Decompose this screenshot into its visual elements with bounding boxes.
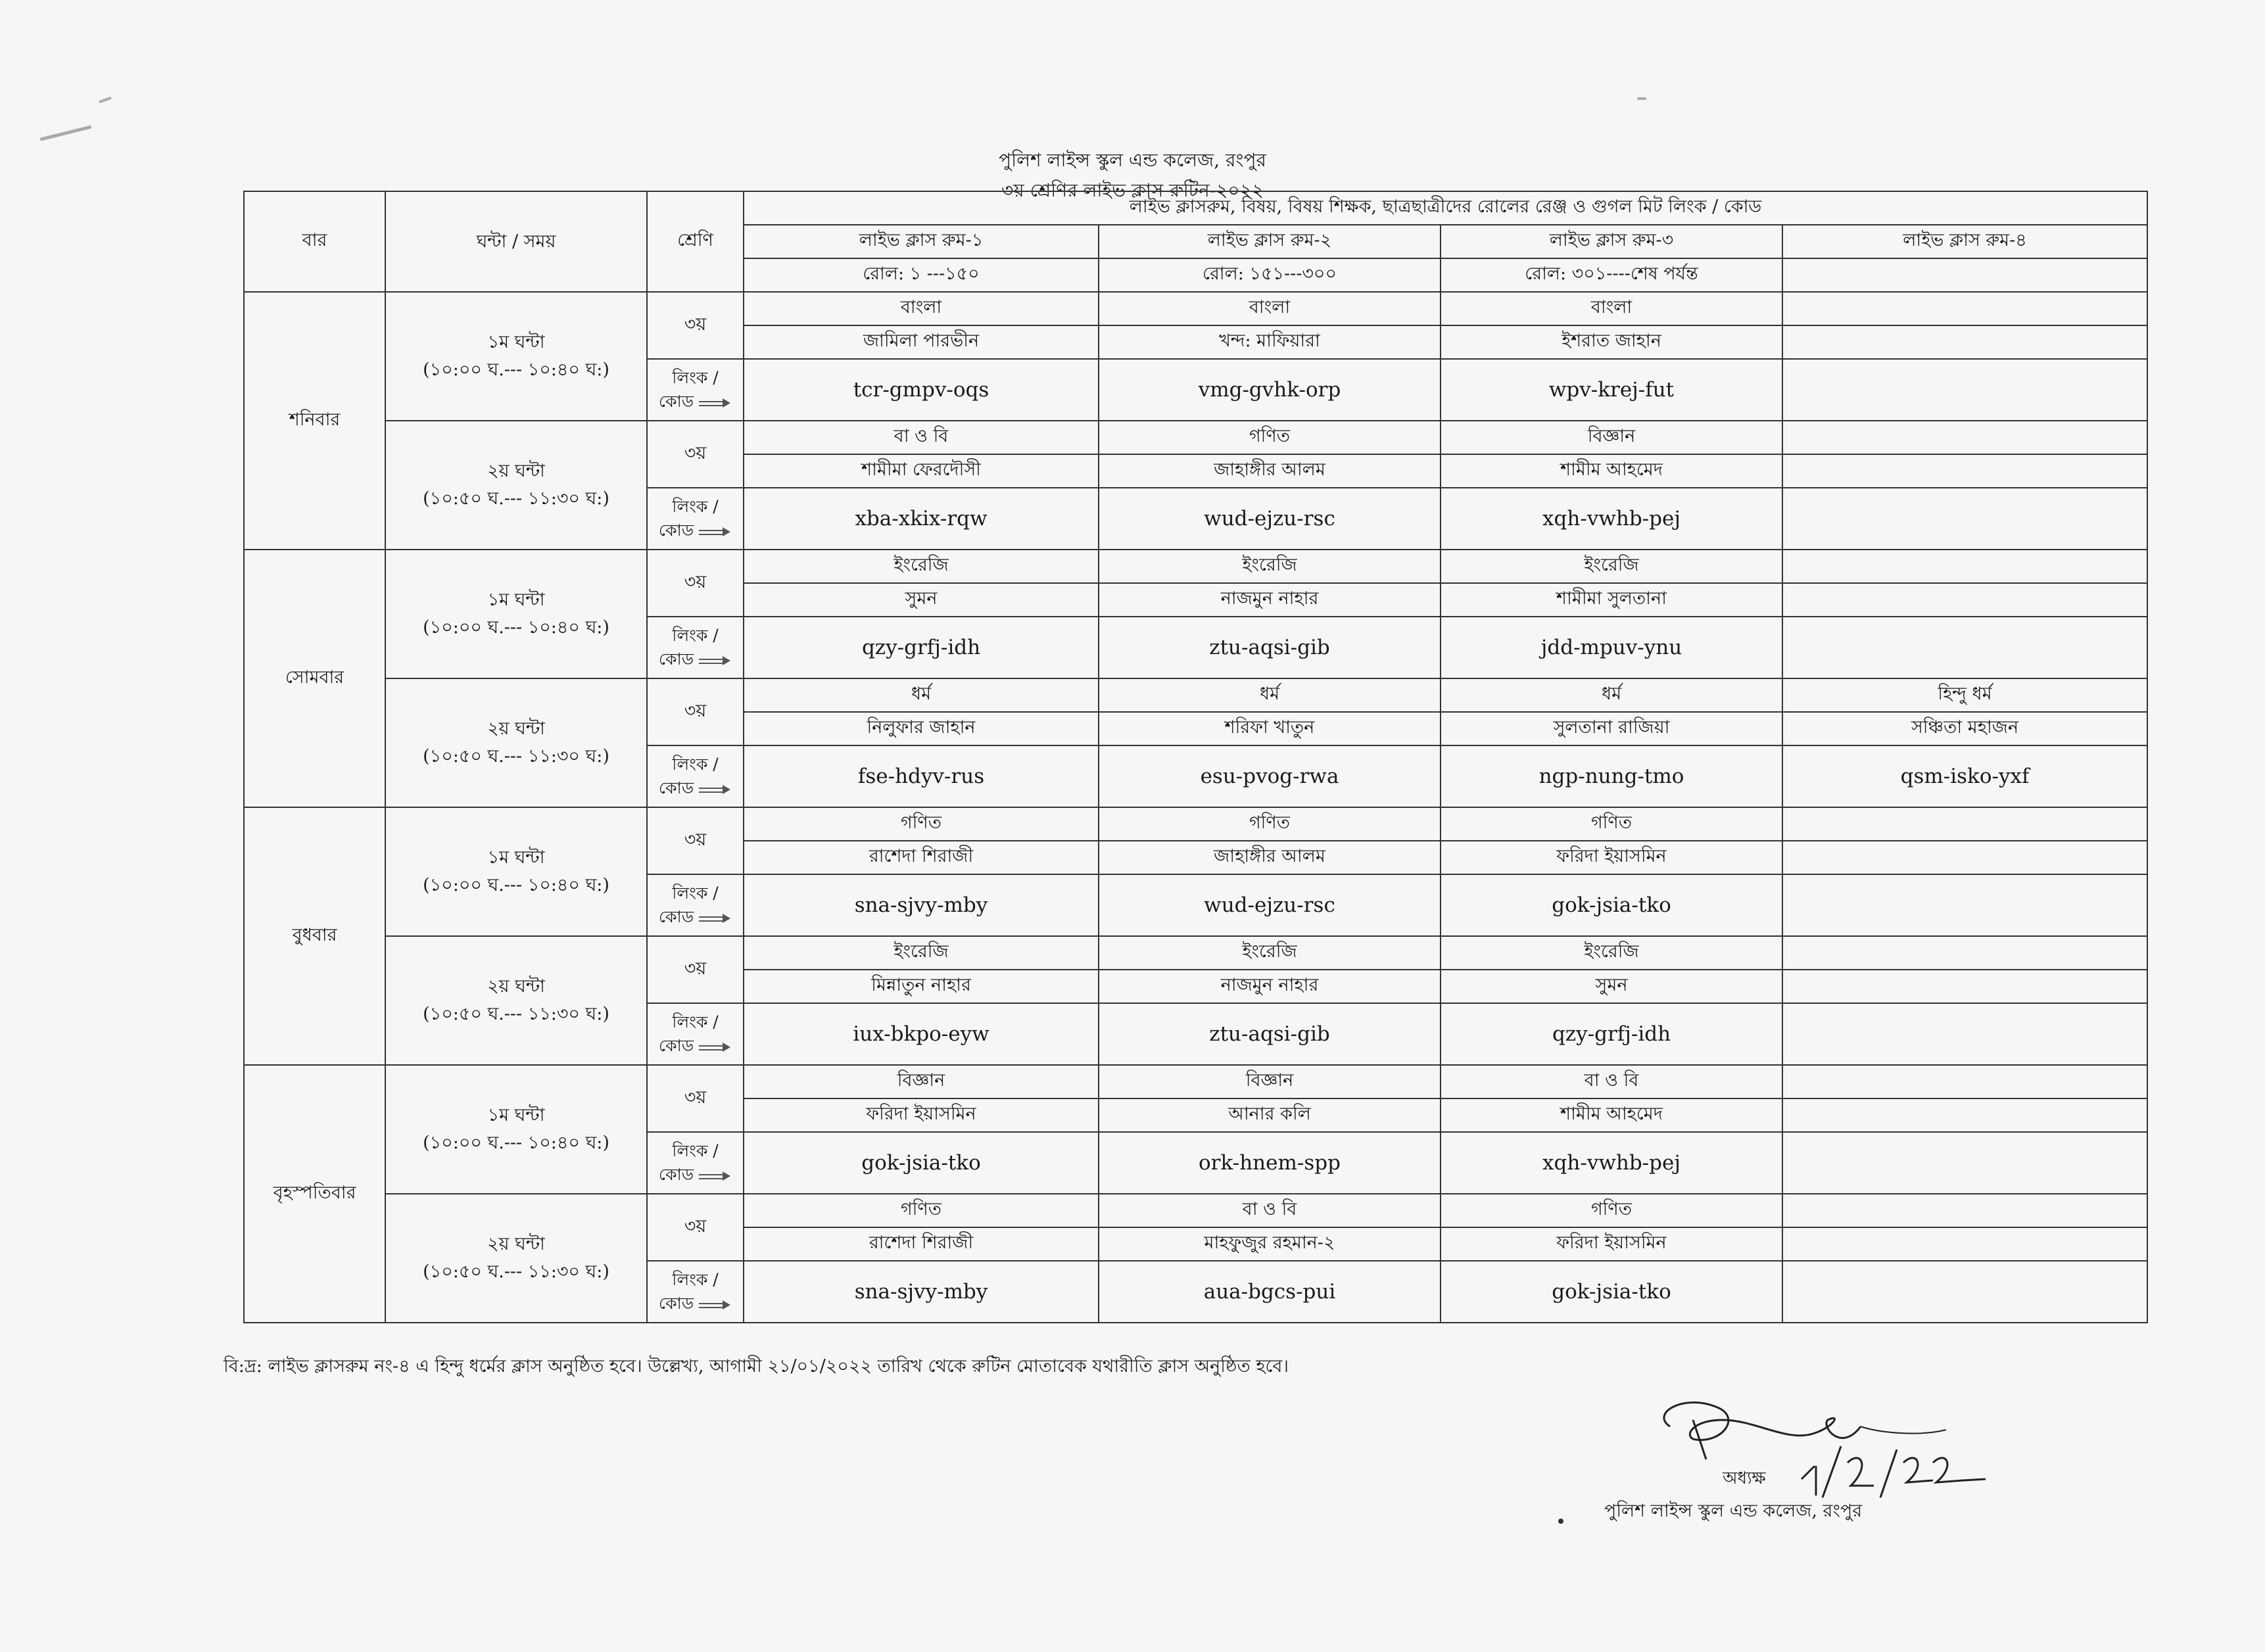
subject-cell: বা ও বি: [744, 421, 1099, 454]
period-time: (১০:৫০ ঘ.--- ১১:৩০ ঘ:): [423, 1262, 609, 1282]
code-label: [652, 1292, 739, 1315]
period-cell: [385, 1194, 647, 1323]
meet-code-cell: [1782, 1003, 2147, 1065]
teacher-cell: [1782, 1098, 2147, 1132]
meet-code-cell: qzy-grfj-idh: [744, 617, 1099, 678]
header-roll-4: [1782, 258, 2147, 292]
arrow-right-icon: [699, 529, 732, 535]
period-cell: [385, 421, 647, 550]
header-span: লাইভ ক্লাসরুম, বিষয়, বিষয় শিক্ষক, ছাত্রছাত্রীদের রোলের রেঞ্জ ও গুগল মিট লিংক / কোড: [744, 191, 2147, 225]
meet-code-cell: [1782, 874, 2147, 936]
code-label-text: কোড: [658, 907, 694, 926]
class-name: ৩য়: [647, 550, 744, 617]
period-time: (১০:০০ ঘ.--- ১০:৪০ ঘ:): [423, 1133, 609, 1153]
teacher-cell: জামিলা পারভীন: [744, 325, 1099, 359]
header-room-2: লাইভ ক্লাস রুম-২: [1099, 225, 1441, 258]
subject-cell: ধর্ম: [744, 678, 1099, 712]
period-cell: [385, 678, 647, 807]
teacher-cell: শরিফা খাতুন: [1099, 712, 1441, 745]
institution-name: পুলিশ লাইন্স স্কুল এন্ড কলেজ, রংপুর: [999, 149, 1266, 171]
table-row: [244, 936, 2147, 970]
link-label: লিংক /: [672, 754, 719, 774]
teacher-cell: শামীম আহমেদ: [1441, 1098, 1782, 1132]
code-label-text: কোড: [658, 521, 694, 540]
meet-code-cell: gok-jsia-tko: [744, 1132, 1099, 1194]
link-code-label: [647, 1261, 744, 1323]
meet-code-cell: [1782, 1261, 2147, 1323]
subject-cell: [1782, 550, 2147, 583]
class-name: ৩য়: [647, 936, 744, 1003]
meet-code-cell: [1782, 359, 2147, 421]
link-code-label: [647, 1003, 744, 1065]
header-room-1: লাইভ ক্লাস রুম-১: [744, 225, 1099, 258]
teacher-cell: মাহফুজুর রহমান-২: [1099, 1227, 1441, 1261]
teacher-cell: রাশেদা শিরাজী: [744, 841, 1099, 874]
period-time: (১০:৫০ ঘ.--- ১১:৩০ ঘ:): [423, 488, 609, 509]
code-label: [652, 776, 739, 800]
teacher-cell: সঞ্চিতা মহাজন: [1782, 712, 2147, 745]
subject-cell: বিজ্ঞান: [744, 1065, 1099, 1098]
teacher-cell: [1782, 841, 2147, 874]
subject-cell: বাংলা: [744, 292, 1099, 325]
subject-cell: ইংরেজি: [1099, 550, 1441, 583]
code-label: [652, 519, 739, 542]
teacher-cell: শামীমা সুলতানা: [1441, 583, 1782, 617]
header-roll-3: রোল: ৩০১----শেষ পর্যন্ত: [1441, 258, 1782, 292]
period-label: ১ম ঘন্টা: [487, 590, 545, 611]
teacher-cell: খন্দ: মাফিয়ারা: [1099, 325, 1441, 359]
table-row: [244, 550, 2147, 583]
subject-cell: ধর্ম: [1099, 678, 1441, 712]
period-label: ১ম ঘন্টা: [487, 847, 545, 868]
period-cell: [385, 1065, 647, 1194]
class-name: ৩য়: [647, 1065, 744, 1132]
meet-code-cell: iux-bkpo-eyw: [744, 1003, 1099, 1065]
period-cell: [385, 550, 647, 678]
teacher-cell: সুমন: [744, 583, 1099, 617]
period-label: ২য় ঘন্টা: [487, 976, 545, 997]
arrow-right-icon: [699, 657, 732, 664]
subject-cell: গণিত: [744, 1194, 1099, 1227]
teacher-cell: জাহাঙ্গীর আলম: [1099, 454, 1441, 488]
scan-speck: [1637, 97, 1646, 100]
teacher-cell: [1782, 1227, 2147, 1261]
period-label: ২য় ঘন্টা: [487, 1234, 545, 1255]
scan-speck: [99, 97, 112, 104]
teacher-cell: নাজমুন নাহার: [1099, 583, 1441, 617]
teacher-cell: সুলতানা রাজিয়া: [1441, 712, 1782, 745]
class-name: ৩য়: [647, 807, 744, 874]
meet-code-cell: fse-hdyv-rus: [744, 745, 1099, 807]
routine-table: [243, 191, 2148, 1323]
meet-code-cell: jdd-mpuv-ynu: [1441, 617, 1782, 678]
table-row: [244, 1194, 2147, 1227]
period-label: ২য় ঘন্টা: [487, 719, 545, 740]
period-time: (১০:০০ ঘ.--- ১০:৪০ ঘ:): [423, 360, 609, 380]
subject-cell: গণিত: [1099, 421, 1441, 454]
day-name: বৃহস্পতিবার: [244, 1065, 385, 1323]
period-time: (১০:০০ ঘ.--- ১০:৪০ ঘ:): [423, 875, 609, 895]
meet-code-cell: qsm-isko-yxf: [1782, 745, 2147, 807]
arrow-right-icon: [699, 915, 732, 922]
meet-code-cell: sna-sjvy-mby: [744, 874, 1099, 936]
subject-cell: গণিত: [1441, 807, 1782, 841]
class-name: ৩য়: [647, 1194, 744, 1261]
meet-code-cell: vmg-gvhk-orp: [1099, 359, 1441, 421]
period-time: (১০:৫০ ঘ.--- ১১:৩০ ঘ:): [423, 746, 609, 767]
period-label: ২য় ঘন্টা: [487, 461, 545, 482]
table-row: [244, 421, 2147, 454]
period-label: ১ম ঘন্টা: [487, 332, 545, 353]
meet-code-cell: wud-ejzu-rsc: [1099, 874, 1441, 936]
subject-cell: বা ও বি: [1099, 1194, 1441, 1227]
link-code-label: [647, 745, 744, 807]
meet-code-cell: qzy-grfj-idh: [1441, 1003, 1782, 1065]
teacher-cell: [1782, 325, 2147, 359]
period-cell: [385, 292, 647, 421]
subject-cell: গণিত: [1099, 807, 1441, 841]
link-code-label: [647, 617, 744, 678]
link-label: লিংক /: [672, 1269, 719, 1289]
arrow-right-icon: [699, 400, 732, 406]
code-label-text: কোড: [658, 392, 694, 411]
scan-speck: [1558, 1519, 1563, 1524]
teacher-cell: ফরিদা ইয়াসমিন: [744, 1098, 1099, 1132]
teacher-cell: মিন্নাতুন নাহার: [744, 970, 1099, 1003]
meet-code-cell: aua-bgcs-pui: [1099, 1261, 1441, 1323]
meet-code-cell: ork-hnem-spp: [1099, 1132, 1441, 1194]
link-code-label: [647, 1132, 744, 1194]
meet-code-cell: gok-jsia-tko: [1441, 874, 1782, 936]
teacher-cell: ফরিদা ইয়াসমিন: [1441, 841, 1782, 874]
teacher-cell: জাহাঙ্গীর আলম: [1099, 841, 1441, 874]
table-row: [244, 807, 2147, 841]
subject-cell: [1782, 1065, 2147, 1098]
period-time: (১০:৫০ ঘ.--- ১১:৩০ ঘ:): [423, 1004, 609, 1024]
arrow-right-icon: [699, 1173, 732, 1179]
link-label: লিংক /: [672, 496, 719, 516]
link-label: লিংক /: [672, 625, 719, 645]
period-label: ১ম ঘন্টা: [487, 1105, 545, 1126]
code-label-text: কোড: [658, 1036, 694, 1055]
day-name: বুধবার: [244, 807, 385, 1065]
code-label: [652, 905, 739, 929]
routine-title: ৩য় শ্রেণির লাইভ ক্লাস রুটিন-২০২২: [1001, 179, 1264, 201]
period-time: (১০:০০ ঘ.--- ১০:৪০ ঘ:): [423, 617, 609, 638]
teacher-cell: শামীম আহমেদ: [1441, 454, 1782, 488]
code-label: [652, 648, 739, 671]
header-room-4: লাইভ ক্লাস রুম-৪: [1782, 225, 2147, 258]
period-cell: [385, 936, 647, 1065]
table-row: [244, 292, 2147, 325]
subject-cell: হিন্দু ধর্ম: [1782, 678, 2147, 712]
day-name: সোমবার: [244, 550, 385, 807]
signatory-organization: পুলিশ লাইন্স স্কুল এন্ড কলেজ, রংপুর: [1604, 1501, 1863, 1521]
header-roll-2: রোল: ১৫১---৩০০: [1099, 258, 1441, 292]
code-label: [652, 1034, 739, 1058]
link-code-label: [647, 359, 744, 421]
scan-speck: [40, 125, 92, 141]
arrow-right-icon: [699, 1302, 732, 1308]
header-roll-1: রোল: ১ ---১৫০: [744, 258, 1099, 292]
teacher-cell: [1782, 583, 2147, 617]
subject-cell: [1782, 292, 2147, 325]
header-day: বার: [244, 191, 385, 292]
subject-cell: বা ও বি: [1441, 1065, 1782, 1098]
subject-cell: ইংরেজি: [1099, 936, 1441, 970]
subject-cell: বাংলা: [1441, 292, 1782, 325]
header-room-3: লাইভ ক্লাস রুম-৩: [1441, 225, 1782, 258]
arrow-right-icon: [699, 786, 732, 793]
meet-code-cell: esu-pvog-rwa: [1099, 745, 1441, 807]
code-label-text: কোড: [658, 1294, 694, 1313]
link-label: লিংক /: [672, 1141, 719, 1160]
subject-cell: ধর্ম: [1441, 678, 1782, 712]
class-name: ৩য়: [647, 678, 744, 745]
meet-code-cell: [1782, 1132, 2147, 1194]
teacher-cell: ফরিদা ইয়াসমিন: [1441, 1227, 1782, 1261]
subject-cell: ইংরেজি: [1441, 936, 1782, 970]
code-label-text: কোড: [658, 778, 694, 797]
subject-cell: [1782, 936, 2147, 970]
meet-code-cell: xqh-vwhb-pej: [1441, 488, 1782, 550]
teacher-cell: [1782, 454, 2147, 488]
teacher-cell: নাজমুন নাহার: [1099, 970, 1441, 1003]
meet-code-cell: wpv-krej-fut: [1441, 359, 1782, 421]
teacher-cell: রাশেদা শিরাজী: [744, 1227, 1099, 1261]
meet-code-cell: [1782, 488, 2147, 550]
link-label: লিংক /: [672, 1012, 719, 1031]
subject-cell: [1782, 421, 2147, 454]
teacher-cell: শামীমা ফেরদৌসী: [744, 454, 1099, 488]
subject-cell: ইংরেজি: [1441, 550, 1782, 583]
subject-cell: গণিত: [1441, 1194, 1782, 1227]
meet-code-cell: sna-sjvy-mby: [744, 1261, 1099, 1323]
arrow-right-icon: [699, 1044, 732, 1050]
subject-cell: ইংরেজি: [744, 550, 1099, 583]
code-label-text: কোড: [658, 1165, 694, 1184]
subject-cell: বিজ্ঞান: [1099, 1065, 1441, 1098]
meet-code-cell: xba-xkix-rqw: [744, 488, 1099, 550]
link-code-label: [647, 488, 744, 550]
meet-code-cell: wud-ejzu-rsc: [1099, 488, 1441, 550]
subject-cell: [1782, 1194, 2147, 1227]
header-class: শ্রেণি: [647, 191, 744, 292]
class-name: ৩য়: [647, 292, 744, 359]
class-name: ৩য়: [647, 421, 744, 488]
meet-code-cell: ztu-aqsi-gib: [1099, 1003, 1441, 1065]
code-label: [652, 1163, 739, 1187]
teacher-cell: সুমন: [1441, 970, 1782, 1003]
period-cell: [385, 807, 647, 936]
meet-code-cell: ngp-nung-tmo: [1441, 745, 1782, 807]
code-label: [652, 390, 739, 413]
day-name: শনিবার: [244, 292, 385, 550]
subject-cell: গণিত: [744, 807, 1099, 841]
footnote: বি:দ্র: লাইভ ক্লাসরুম নং-৪ এ হিন্দু ধর্মের ক্লাস অনুষ্ঠিত হবে। উল্লেখ্য, আগামী ২১/০১/২০২২ তারিখ থেকে রুটিন মোতাবেক যথারীতি ক্লাস অনুষ্ঠিত হবে।: [224, 1356, 1289, 1377]
link-code-label: [647, 874, 744, 936]
link-label: লিংক /: [672, 883, 719, 903]
meet-code-cell: tcr-gmpv-oqs: [744, 359, 1099, 421]
teacher-cell: [1782, 970, 2147, 1003]
subject-cell: বাংলা: [1099, 292, 1441, 325]
meet-code-cell: xqh-vwhb-pej: [1441, 1132, 1782, 1194]
meet-code-cell: [1782, 617, 2147, 678]
subject-cell: বিজ্ঞান: [1441, 421, 1782, 454]
teacher-cell: নিলুফার জাহান: [744, 712, 1099, 745]
signatory-title: অধ্যক্ষ: [1723, 1469, 1766, 1488]
principal-signature: [1644, 1381, 2012, 1512]
subject-cell: ইংরেজি: [744, 936, 1099, 970]
meet-code-cell: ztu-aqsi-gib: [1099, 617, 1441, 678]
link-label: লিংক /: [672, 367, 719, 387]
subject-cell: [1782, 807, 2147, 841]
teacher-cell: আনার কলি: [1099, 1098, 1441, 1132]
header-period-time: ঘন্টা / সময়: [385, 191, 647, 292]
table-row: [244, 678, 2147, 712]
teacher-cell: ইশরাত জাহান: [1441, 325, 1782, 359]
meet-code-cell: gok-jsia-tko: [1441, 1261, 1782, 1323]
table-row: [244, 1065, 2147, 1098]
code-label-text: কোড: [658, 649, 694, 669]
